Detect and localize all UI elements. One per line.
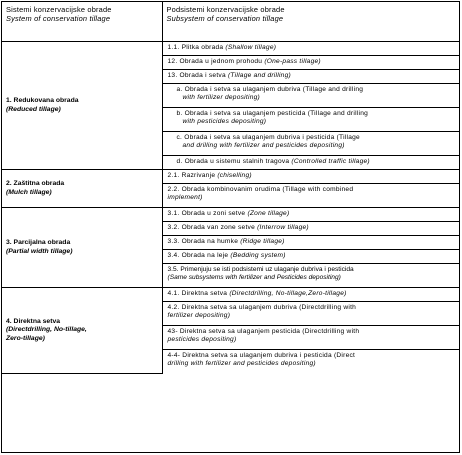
subsystem-2-1: 2.1. Razrivanje (chiselling) [162,170,459,184]
subsystem-2-2: 2.2. Obrada kombinovanim orudima (Tillage with combined implement) [162,184,459,208]
subsystem-1-3-d: d. Obrada u sistemu stalnih tragova (Controlled traffic tillage) [162,156,459,170]
table-row [2,42,459,56]
subsystem-3-1: 3.1. Obrada u zoni setve (Zone tillage) [162,208,459,222]
subsystem-1-3-b: b. Obrada i setva sa ulaganjem pesticida (Tillage and drilling with pesticides depositing) [162,108,459,132]
table-row [2,170,459,184]
table-row [2,208,459,222]
table-row [2,288,459,302]
system-partial-width-tillage: 3. Parcijalna obrada (Partial width tillage) [2,208,162,288]
subsystem-1-2: 12. Obrada u jednom prohodu (One-pass tillage) [162,56,459,70]
subsystem-1-3-a: a. Obrada i setva sa ulaganjem dubriva (Tillage and drilling with fertilizer depositing) [162,84,459,108]
header-row [2,2,459,42]
subsystem-1-3-c: c. Obrada i setva sa ulaganjem dubriva i pesticida (Tillage and drilling with fertilizer and pesticides depositing) [162,132,459,156]
subsystem-1-1: 1.1. Plitka obrada (Shallow tillage) [162,42,459,56]
subsystem-4-1: 4.1. Direktna setva (Directdrilling, No-tillage,Zero-tillage) [162,288,459,302]
subsystem-4-4: 4-4- Direktna setva sa ulaganjem dubriva i pesticida (Direct drilling with fertilizer and pesticides depositing) [162,350,459,374]
conservation-tillage-table [1,1,460,453]
subsystem-1-3: 13. Obrada i setva (Tillage and drilling) [162,70,459,84]
subsystem-3-5: 3.5. Primenjuju se isti podsistemi uz ulaganje dubriva i pesticida (Same subsystems with fertilizer and Pesticides depositing) [162,264,459,288]
system-direct-drilling: 4. Direktna setva (Directdrilling, No-tillage, Zero-tillage) [2,288,162,374]
subsystem-4-2: 4.2. Direktna setva sa ulaganjem dubriva (Directdrilling with fertilizer depositing) [162,302,459,326]
subsystem-4-3: 43- Direktna setva sa ulaganjem pesticida (Directdrilling with pesticides depositing) [162,326,459,350]
subsystem-3-2: 3.2. Obrada van zone setve (Interrow tillage) [162,222,459,236]
system-mulch-tillage: 2. Zaštitna obrada (Mulch tillage) [2,170,162,208]
system-reduced-tillage: 1. Redukovana obrada (Reduced tillage) [2,42,162,170]
header-subsystems: Podsistemi konzervacijske obrade Subsystem of conservation tillage [162,2,459,42]
classification-table [2,2,459,374]
subsystem-3-3: 3.3. Obrada na humke (Ridge tillage) [162,236,459,250]
subsystem-3-4: 3.4. Obrada na leje (Bedding system) [162,250,459,264]
header-systems: Sistemi konzervacijske obrade System of conservation tillage [2,2,162,42]
